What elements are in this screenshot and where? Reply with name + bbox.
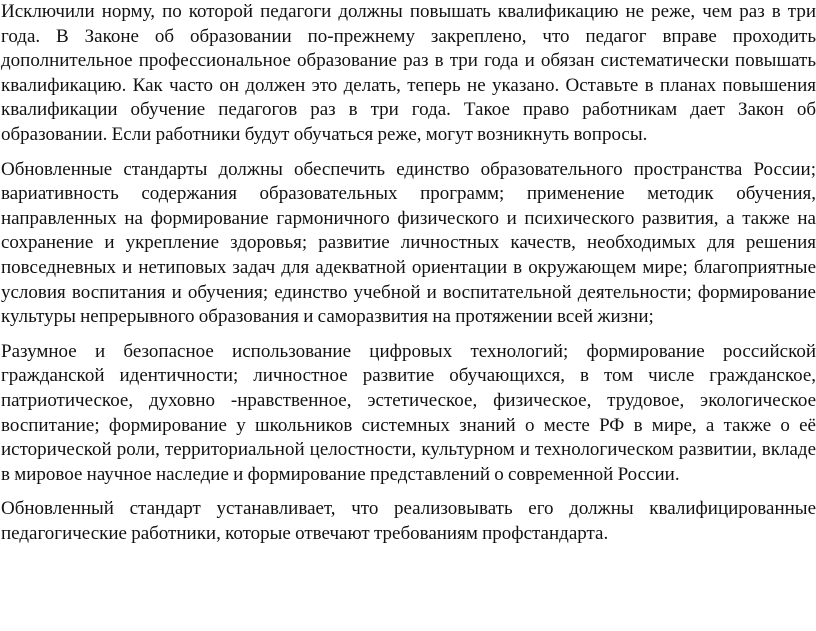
paragraph-qualified-staff: Обновленный стандарт устанавливает, что реализовывать его должны квалифицированные педагогические работники, которые отвечают требованиям профстандарта. [1,498,816,544]
paragraph-digital-technologies: Разумное и безопасное использование цифровых технологий; формирование российской гражданской идентичности; личностное развитие обучающихся, в том числе гражданское, патриотическое, духовно -нравственное, эстетическое, физическое, трудовое, экологическое воспитание; формирование у школьников системных знаний о месте РФ в мире, а также о её исторической роли, территориальной целостности, культурном и технологическом развитии, вкладе в мировое научное наследие и формирование представлений о современной России. [1,340,816,485]
paragraph-updated-standards: Обновленные стандарты должны обеспечить единство образовательного пространства России; вариативность содержания образовательных программ; применение методик обучения, направленных на формирование гармоничного физического и психического развития, а также на сохранение и укрепление здоровья; развитие личностных качеств, необходимых для решения повседневных и нетиповых задач для адекватной ориентации в окружающем мире; благоприятные условия воспитания и обучения; единство учебной и воспитательной деятельности; формирование культуры непрерывного образования и саморазвития на протяжении всей жизни; [1,158,816,328]
paragraph-qualification-norm: Исключили норму, по которой педагоги должны повышать квалификацию не реже, чем раз в три года. В Законе об образовании по-прежнему закреплено, что педагог вправе проходить дополнительное профессиональное образование раз в три года и обязан систематически повышать квалификацию. Как часто он должен это делать, теперь не указано. Оставьте в планах повышения квалификации обучение педагогов раз в три года. Такое право работникам дает Закон об образовании. Если работники будут обучаться реже, могут возникнуть вопросы. [1,1,816,145]
